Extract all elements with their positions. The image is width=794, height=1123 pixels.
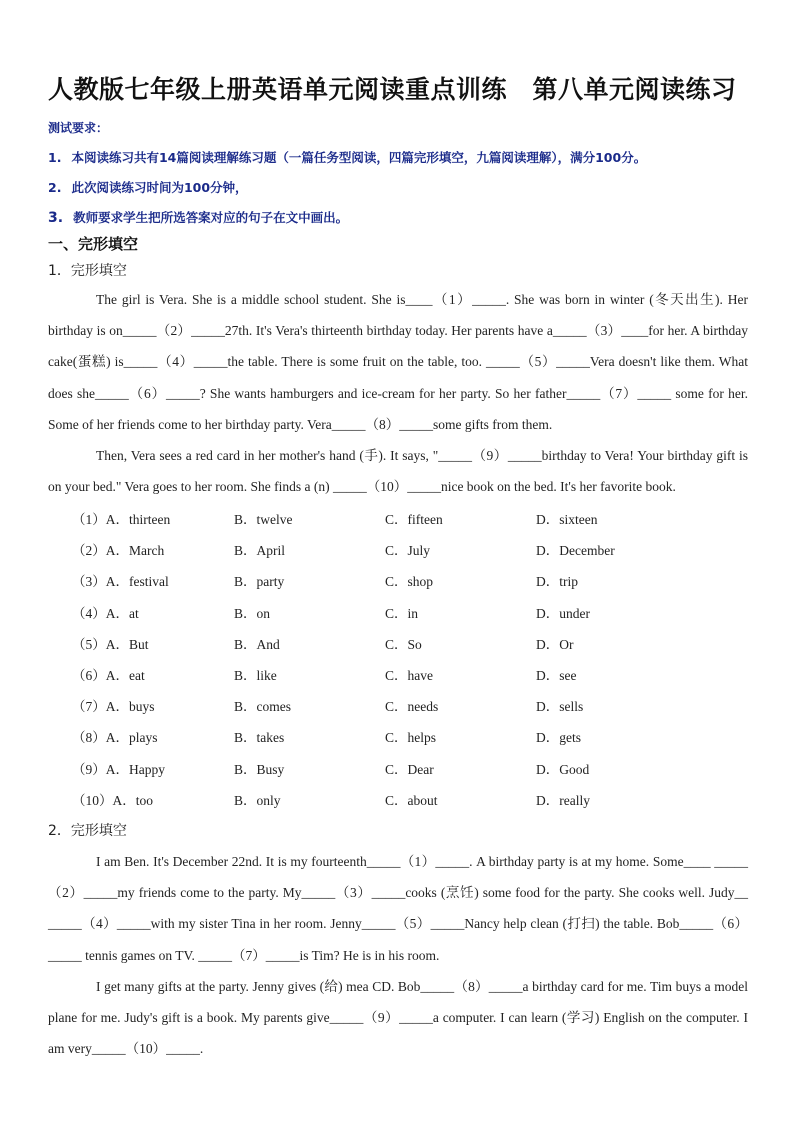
option-choice: （10）A．too: [72, 792, 153, 808]
option-choice: （8）A．plays: [72, 730, 158, 746]
option-choice: B．only: [234, 792, 281, 808]
option-row: [72, 539, 762, 559]
option-choice: D．Or: [536, 636, 574, 652]
question-title: 1．完形填空: [48, 263, 127, 279]
option-choice: C．shop: [385, 574, 434, 590]
option-choice: B．takes: [234, 730, 285, 746]
option-choice: （5）A．But: [72, 636, 149, 652]
option-choice: B．twelve: [234, 512, 293, 527]
option-choice: （1）A．thirteen: [72, 512, 171, 527]
option-choice: （7）A．buys: [72, 699, 155, 715]
option-choice: （2）A．March: [72, 543, 165, 559]
requirement-text: 教师要求学生把所选答案对应的句子在文中画出。: [73, 210, 349, 225]
option-choice: C．have: [385, 668, 433, 683]
passage-paragraph: [48, 440, 748, 502]
page-title: 人教版七年级上册英语单元阅读重点训练 第八单元阅读练习: [48, 75, 737, 104]
option-choice: C．So: [385, 636, 422, 652]
option-choice: （9）A．Happy: [72, 761, 165, 777]
question-title: 2．完形填空: [48, 823, 127, 839]
option-choice: B．party: [234, 574, 285, 590]
option-row: [72, 758, 762, 778]
option-row: [72, 602, 762, 622]
option-choice: B．Busy: [234, 761, 285, 777]
option-row: [72, 508, 762, 528]
option-row: [72, 570, 762, 590]
option-choice: C．July: [385, 543, 431, 559]
option-choice: B．April: [234, 543, 286, 559]
option-choice: （3）A．festival: [72, 574, 169, 590]
requirement-number: 3.: [48, 210, 64, 226]
option-choice: C．helps: [385, 730, 437, 746]
requirement-item: [48, 178, 248, 196]
option-row: [72, 726, 762, 746]
option-choice: C．about: [385, 792, 438, 808]
option-choice: B．And: [234, 636, 280, 652]
requirement-number: 1.: [48, 150, 62, 165]
passage-paragraph: [48, 284, 748, 440]
option-choice: C．needs: [385, 699, 439, 715]
requirement-text: 本阅读练习共有14篇阅读理解练习题（一篇任务型阅读，四篇完形填空，九篇阅读理解），满分100分。: [71, 150, 647, 165]
option-choice: D．sells: [536, 699, 584, 715]
option-choice: D．trip: [536, 574, 578, 590]
option-choice: D．Good: [536, 761, 590, 777]
passage-text: Then, Vera sees a red card in her mother's hand (手). It says, "_____（9）_____birthday to Vera! Your birthday gift is on your bed." Vera goes to her room. She finds a (n) _____（10）_____nice book on the bed. It's her favorite book.: [48, 448, 748, 495]
option-choice: D．gets: [536, 730, 581, 746]
option-choice: D．really: [536, 792, 590, 808]
option-choice: C．in: [385, 605, 419, 621]
option-choice: （6）A．eat: [72, 668, 145, 683]
requirement-text: 此次阅读练习时间为100分钟，: [71, 180, 248, 195]
option-choice: B．on: [234, 605, 271, 621]
option-choice: B．comes: [234, 699, 291, 715]
option-choice: C．fifteen: [385, 512, 443, 527]
option-choice: D．December: [536, 543, 615, 559]
passage-text: The girl is Vera. She is a middle school student. She is____（1）_____. She was born in winter (冬天出生). Her birthday is on_____（2）_____27th. It's Vera's thirteenth birthday today. Her parents have a_____（3）____for her. A birthday cake(蛋糕) is_____（4）_____the table. There is some fruit on the table, too. _____（5）_____Vera doesn't like them. What does she_____（6）_____? She wants hamburgers and ice-cream for her party. So her father_____（7）_____ some for her. Some of her friends come to her birthday party. Vera_____（8）_____some gifts from them.: [48, 292, 748, 432]
option-choice: （4）A．at: [72, 605, 139, 621]
requirement-item: [48, 208, 348, 226]
option-choice: D．sixteen: [536, 512, 598, 527]
requirements-label: 测试要求：: [48, 121, 109, 135]
option-choice: C．Dear: [385, 761, 434, 777]
option-choice: D．under: [536, 605, 590, 621]
passage-text: I am Ben. It's December 22nd. It is my fourteenth_____（1）_____. A birthday party is at my home. Some____ _____（2）_____my friends come to the party. My_____（3）_____cooks (烹饪) some food for the party. She cooks well. Judy__ _____（4）_____with my sister Tina in her room. Jenny_____（5）_____Nancy help clean (打扫) the table. Bob_____（6）_____ tennis games on TV. _____（7）_____is Tim? He is in his room.: [48, 854, 748, 963]
section-heading: 一、完形填空: [48, 235, 139, 253]
option-row: [72, 633, 762, 653]
option-row: [72, 695, 762, 715]
passage-paragraph: [48, 971, 748, 1065]
passage-paragraph: [48, 846, 748, 971]
requirement-number: 2.: [48, 180, 62, 195]
option-row: [72, 664, 762, 684]
option-choice: B．like: [234, 668, 277, 683]
option-row: [72, 789, 762, 809]
passage-text: I get many gifts at the party. Jenny gives (给) mea CD. Bob_____（8）_____a birthday card for me. Tim buys a model plane for me. Judy's gift is a book. My parents give_____（9）_____a computer. I can learn (学习) English on the computer. I am very_____（10）_____.: [48, 979, 748, 1057]
option-choice: D．see: [536, 668, 577, 683]
requirement-item: [48, 148, 646, 166]
